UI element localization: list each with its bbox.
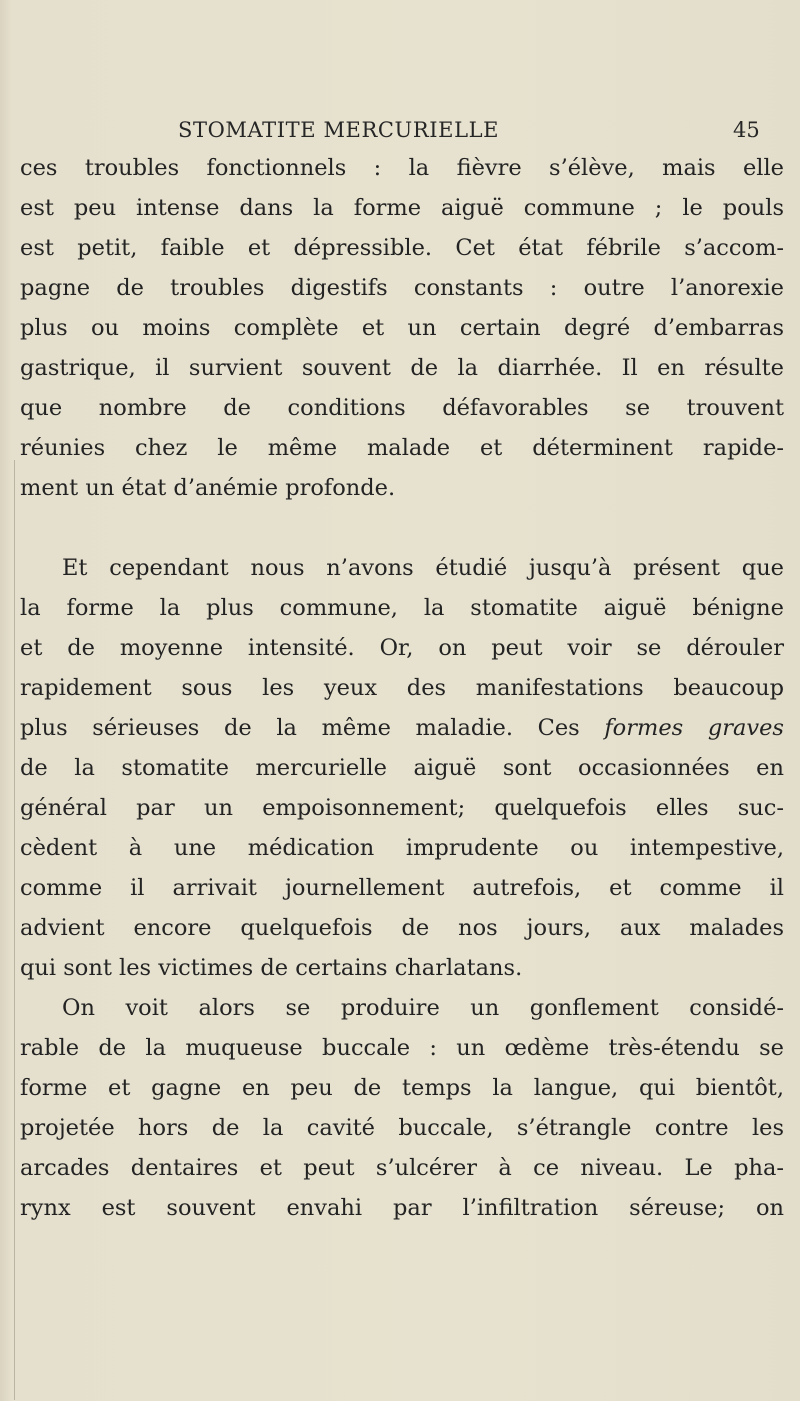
page-gutter-edge <box>14 460 15 1400</box>
text-line: cèdent à une médication imprudente ou intempestive, <box>20 835 784 861</box>
running-title: STOMATITE MERCURIELLE <box>178 118 500 142</box>
text-line: de la stomatite mercurielle aiguë sont occasionnées en <box>20 755 784 781</box>
text-line: rapidement sous les yeux des manifestations beaucoup <box>20 675 784 701</box>
text-line: pagne de troubles digestifs constants : outre l’anorexie <box>20 275 784 301</box>
text-line: rynx est souvent envahi par l’infiltration séreuse; on <box>20 1195 784 1221</box>
text-run: plus sérieuses de la même maladie. Ces <box>20 715 605 741</box>
text-line: gastrique, il survient souvent de la diarrhée. Il en résulte <box>20 355 784 381</box>
text-line: que nombre de conditions défavorables se trouvent <box>20 395 784 421</box>
text-line: plus ou moins complète et un certain degré d’embarras <box>20 315 784 341</box>
paragraph-gap <box>20 508 784 548</box>
italic-term: formes graves <box>604 715 784 741</box>
page-number: 45 <box>733 118 760 142</box>
text-line: forme et gagne en peu de temps la langue, qui bientôt, <box>20 1075 784 1101</box>
text-line: qui sont les victimes de certains charlatans. <box>20 955 523 981</box>
paragraph-1 <box>20 148 784 508</box>
text-line: est peu intense dans la forme aiguë commune ; le pouls <box>20 195 784 221</box>
paragraph-3 <box>20 988 784 1228</box>
text-line: la forme la plus commune, la stomatite aiguë bénigne <box>20 595 784 621</box>
text-line: On voit alors se produire un gonflement considé- <box>62 995 784 1021</box>
text-line: rable de la muqueuse buccale : un œdème très-étendu se <box>20 1035 784 1061</box>
text-line: est petit, faible et dépressible. Cet état fébrile s’accom- <box>20 235 784 261</box>
text-line: comme il arrivait journellement autrefois, et comme il <box>20 875 784 901</box>
text-line-with-italic <box>20 708 784 748</box>
text-line: projetée hors de la cavité buccale, s’étrangle contre les <box>20 1115 784 1141</box>
text-line: ment un état d’anémie profonde. <box>20 475 396 501</box>
text-line: advient encore quelquefois de nos jours, aux malades <box>20 915 784 941</box>
text-line: Et cependant nous n’avons étudié jusqu’à présent que <box>62 555 784 581</box>
text-line: et de moyenne intensité. Or, on peut voir se dérouler <box>20 635 784 661</box>
body-text <box>20 148 784 1228</box>
text-line: arcades dentaires et peut s’ulcérer à ce niveau. Le pha- <box>20 1155 784 1181</box>
text-line: général par un empoisonnement; quelquefois elles suc- <box>20 795 784 821</box>
text-line: ces troubles fonctionnels : la fièvre s’élève, mais elle <box>20 155 784 181</box>
text-line: réunies chez le même malade et déterminent rapide- <box>20 435 784 461</box>
paragraph-2 <box>20 548 784 988</box>
